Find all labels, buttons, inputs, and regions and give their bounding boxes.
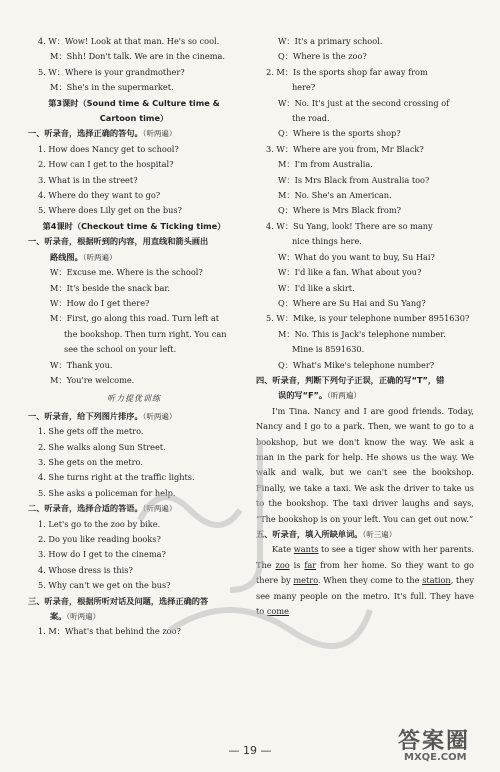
left-line: Cartoon time）	[99, 113, 169, 124]
left-line: 5. W：Where is your grandmother?	[38, 66, 185, 77]
left-line: 一、听录音，给下列图片排序。（听两遍）	[28, 410, 177, 421]
passage-text: is	[289, 559, 305, 570]
filled-blank-word: zoo	[275, 559, 290, 570]
left-line: 3. What is in the street?	[38, 174, 138, 185]
right-line: Q：Where is Mrs Black from?	[278, 205, 402, 216]
left-line: 4. Where do they want to go?	[38, 190, 161, 201]
left-line: 3. She gets on the metro.	[38, 456, 143, 467]
left-line: 听力提优训练	[107, 394, 161, 404]
right-line: the road.	[292, 113, 330, 124]
left-line: 1. Let's go to the zoo by bike.	[38, 518, 161, 529]
right-line: nice things here.	[292, 236, 362, 247]
left-line: the bookshop. Then turn right. You can	[64, 328, 227, 339]
filled-blank-word: come	[266, 606, 289, 617]
filled-blank-word: station	[422, 575, 451, 586]
right-line: 3. W：Where are you from, Mr Black?	[266, 143, 424, 154]
right-line: W：It's a primary school.	[278, 36, 383, 46]
left-line: 2. Do you like reading books?	[38, 534, 161, 544]
passage-text: Kate	[272, 544, 294, 555]
right-line: here?	[292, 82, 316, 93]
right-line: Mine is 8591630.	[292, 344, 365, 355]
page-number: — 19 —	[228, 744, 272, 757]
right-dialogue-lines	[256, 34, 474, 373]
right-line: 2. M：Is the sports shop far away from	[266, 66, 428, 77]
passage-kate	[256, 542, 474, 619]
left-line: 5. She asks a policeman for help.	[38, 487, 176, 498]
right-line: Q：What's Mike's telephone number?	[278, 359, 435, 370]
right-line: W：I'd like a fan. What about you?	[278, 267, 422, 278]
watermark-logo	[394, 724, 494, 768]
section-five-heading: 五、听录音，填入所缺单词。（听三遍）	[256, 529, 397, 539]
left-line: W：How do I get there?	[50, 297, 150, 308]
left-line: 1. M：What's that behind the zoo?	[38, 626, 181, 637]
passage-text: . When they come to the	[317, 575, 423, 586]
watermark-logo-text: 答案圈	[398, 729, 471, 754]
watermark-logo-url: MXQE.COM	[404, 752, 467, 763]
left-line: 1. How does Nancy get to school?	[38, 143, 179, 154]
left-line: M：It's beside the snack bar.	[50, 282, 171, 293]
left-line: 1. She gets off the metro.	[38, 426, 144, 437]
left-line: 一、听录音，选择正确的答句。（听两遍）	[28, 128, 177, 139]
right-line: M：I'm from Australia.	[278, 159, 373, 170]
left-line: W：Thank you.	[50, 359, 113, 370]
right-line: M：No. She's an American.	[278, 190, 392, 201]
left-line: 3. How do I get to the cinema?	[38, 549, 166, 560]
left-line: M：You're welcome.	[50, 374, 135, 385]
right-line: W：What do you want to buy, Su Hai?	[278, 251, 435, 262]
right-line: Q：Where are Su Hai and Su Yang?	[278, 297, 426, 308]
right-line: 5. W：Mike, is your telephone number 8951630?	[266, 313, 470, 324]
left-line: 2. How can I get to the hospital?	[38, 159, 174, 170]
left-line: 一、听录音，根据听到的内容，用直线和箭头画出	[28, 236, 209, 247]
left-line: 三、听录音，根据所听对话及问题，选择正确的答	[28, 595, 209, 606]
left-line: see the school on your left.	[64, 344, 177, 355]
left-line: 路线图。（听两遍）	[50, 251, 117, 262]
right-line: W：No. It's just at the second crossing of	[278, 97, 450, 108]
passage-tina: I'm Tina. Nancy and I are good friends. Today, Nancy and I go to a park. Then, we want to go to a bookshop, but we don't know the way. We ask a man in the park for help. He shows us the way. We walk and walk, but we can't see the bookshop. Finally, we take a taxi. We ask the driver to take us to the bookshop. The taxi driver laughs and says, “The bookshop is on your left. You can get out now.”	[256, 405, 474, 524]
left-column	[28, 34, 240, 640]
left-line: 5. Where does Lily get on the bus?	[38, 205, 182, 216]
passage-text: from her home. So they want to go there by	[256, 559, 474, 586]
right-line: 4. W：Su Yang, look! There are so many	[266, 220, 433, 231]
passage-text: , they see many people on the metro. It's full. They have to	[256, 575, 474, 617]
section-four-heading: 四、听录音，判断下列句子正误，正确的写“T”，错	[256, 374, 445, 385]
right-line: Q：Where is the zoo?	[278, 51, 367, 62]
left-line: 第4课时（Checkout time & Ticking time）	[42, 220, 226, 231]
left-line: 2. She walks along Sun Street.	[38, 441, 166, 452]
left-line: 4. She turns right at the traffic lights.	[38, 472, 195, 483]
filled-blank-word: far	[304, 559, 317, 570]
section-four-heading-cont: 误的写“F”。（听两遍）	[278, 390, 361, 401]
left-line: 5. Why can't we get on the bus?	[38, 580, 171, 591]
left-line: M：She's in the supermarket.	[50, 82, 174, 93]
right-line: M：No. This is Jack's telephone number.	[278, 328, 446, 339]
right-column	[256, 34, 474, 619]
left-line: 二、听录音，选择合适的答语。（听两遍）	[28, 503, 177, 514]
passage-text: to see a tiger show with her parents. The	[256, 544, 475, 570]
left-line: M：First, go along this road. Turn left at	[50, 313, 220, 324]
right-line: W：Is Mrs Black from Australia too?	[278, 174, 430, 185]
left-line: 第3课时（Sound time & Culture time &	[48, 97, 220, 108]
left-line: W：Excuse me. Where is the school?	[50, 267, 203, 278]
filled-blank-word: metro	[293, 575, 318, 586]
right-line: Q：Where is the sports shop?	[278, 128, 401, 139]
left-line: 4. W：Wow! Look at that man. He's so cool.	[38, 36, 220, 46]
right-line: W：I'd like a skirt.	[278, 282, 355, 293]
left-line: 4. Whose dress is this?	[38, 564, 133, 575]
left-line: 案。（听两遍）	[50, 611, 101, 622]
filled-blank-word: wants	[293, 544, 319, 555]
left-line: M：Shh! Don't talk. We are in the cinema.	[50, 51, 225, 62]
